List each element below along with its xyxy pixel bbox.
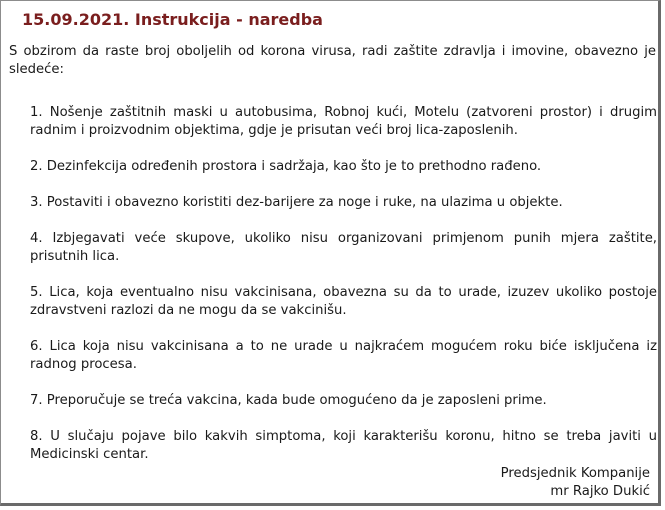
instruction-item-1: 1. Nošenje zaštitnih maski u autobusima, Robnoj kući, Motelu (zatvoreni prostor) i drugim radnim i proizvodnim objektima, gdje je prisutan veći broj lica-zaposlenih. [30, 105, 657, 138]
signature-name: mr Rajko Dukić [550, 484, 650, 499]
notice-title: 15.09.2021. Instrukcija - naredba [22, 10, 323, 29]
instruction-item-6: 6. Lica koja nisu vakcinisana a to ne urade u najkraćem mogućem roku biće isključena iz radnog procesa. [30, 339, 657, 372]
notice-intro: S obzirom da raste broj oboljelih od korona virusa, radi zaštite zdravlja i imovine, obavezno je sledeće: [9, 44, 656, 77]
instruction-item-4: 4. Izbjegavati veće skupove, ukoliko nisu organizovani primjenom punih mjera zaštite, prisutnih lica. [30, 231, 657, 264]
instruction-item-3: 3. Postaviti i obavezno koristiti dez-barijere za noge i ruke, na ulazima u objekte. [30, 195, 563, 210]
instruction-list [30, 104, 657, 482]
instruction-item-8: 8. U slučaju pojave bilo kakvih simptoma, koji karakterišu koronu, hitno se treba javiti u Medicinski centar. [30, 429, 657, 462]
instruction-item-5: 5. Lica, koja eventualno nisu vakcinisana, obavezna su da to urade, izuzev ukoliko postoje zdravstveni razlozi da ne mogu da se vakcinišu. [30, 285, 657, 318]
signature-block [501, 465, 650, 501]
instruction-item-7: 7. Preporučuje se treća vakcina, kada bude omogućeno da je zaposleni prime. [30, 393, 547, 408]
signature-role: Predsjednik Kompanije [500, 466, 650, 481]
instruction-item-2: 2. Dezinfekcija određenih prostora i sadržaja, kao što je to prethodno rađeno. [30, 159, 542, 174]
